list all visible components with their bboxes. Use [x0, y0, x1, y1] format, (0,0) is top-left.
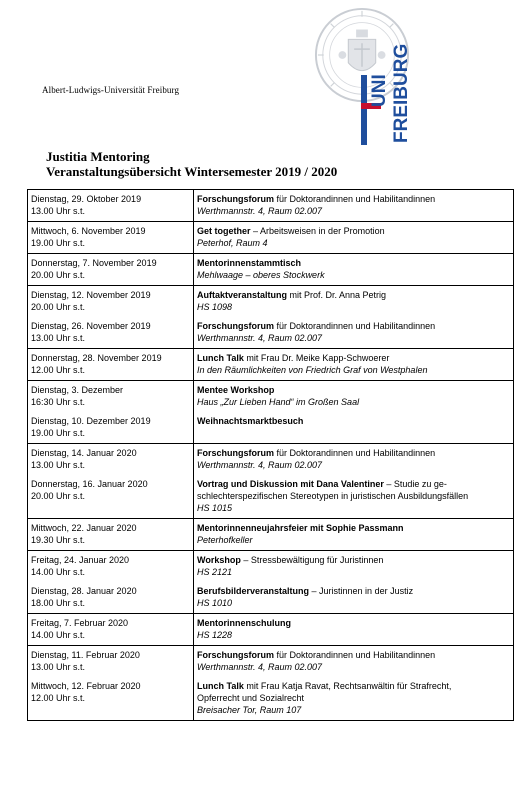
event-title-continued: schlechterspezifischen Stereotypen in juristischen Ausbildungsfällen — [197, 491, 469, 501]
event-location: Werthmannstr. 4, Raum 02.007 — [197, 333, 323, 343]
event-location: In den Räumlichkeiten von Friedrich Graf von Westphalen — [197, 365, 428, 375]
event-title-bold: Mentorinnenschulung — [197, 618, 291, 628]
event-details-cell — [194, 381, 514, 413]
event-date: Dienstag, 12. November 2019 — [31, 290, 151, 300]
event-date: Mittwoch, 12. Februar 2020 — [31, 681, 141, 691]
event-datetime-cell — [28, 286, 194, 318]
event-location: Werthmannstr. 4, Raum 02.007 — [197, 662, 323, 672]
event-title-rest: – Juristinnen in der Justiz — [309, 586, 414, 596]
event-row — [28, 190, 514, 222]
event-details-cell — [194, 190, 514, 222]
event-time: 13.00 Uhr s.t. — [31, 206, 86, 216]
event-title-rest: – Stressbewältigung für Juristinnen — [240, 555, 384, 565]
event-row — [28, 222, 514, 254]
logo-text-freiburg: FREIBURG — [391, 43, 412, 143]
event-location: HS 1010 — [197, 598, 233, 608]
uni-freiburg-logo — [359, 35, 412, 145]
event-title-bold: Forschungsforum — [197, 650, 275, 660]
event-time: 13.00 Uhr s.t. — [31, 460, 86, 470]
event-row — [28, 551, 514, 583]
event-date: Donnerstag, 7. November 2019 — [31, 258, 157, 268]
event-date: Mittwoch, 22. Januar 2020 — [31, 523, 137, 533]
event-datetime-cell — [28, 614, 194, 646]
event-date: Dienstag, 26. November 2019 — [31, 321, 151, 331]
event-title-bold: Berufsbilderveranstaltung — [197, 586, 310, 596]
event-details-cell — [194, 286, 514, 318]
event-date: Mittwoch, 6. November 2019 — [31, 226, 146, 236]
event-title — [197, 522, 510, 534]
event-title-bold: Weihnachtsmarktbesuch — [197, 416, 304, 426]
event-details-cell — [194, 412, 514, 444]
event-row — [28, 444, 514, 476]
event-title — [197, 554, 510, 566]
event-location: Haus „Zur Lieben Hand“ im Großen Saal — [197, 397, 360, 407]
event-title-rest: – Arbeitsweisen in der Promotion — [250, 226, 385, 236]
event-details-cell — [194, 444, 514, 476]
event-row — [28, 614, 514, 646]
event-location: Breisacher Tor, Raum 107 — [197, 705, 302, 715]
event-time: 13.00 Uhr s.t. — [31, 333, 86, 343]
event-date: Donnerstag, 16. Januar 2020 — [31, 479, 148, 489]
event-date: Dienstag, 29. Oktober 2019 — [31, 194, 142, 204]
event-datetime-cell — [28, 254, 194, 286]
event-time: 20.00 Uhr s.t. — [31, 270, 86, 280]
event-datetime-cell — [28, 381, 194, 413]
event-time: 13.00 Uhr s.t. — [31, 662, 86, 672]
event-title-continued: Opferrecht und Sozialrecht — [197, 693, 305, 703]
event-datetime-cell — [28, 677, 194, 721]
event-time: 20.00 Uhr s.t. — [31, 491, 86, 501]
event-title-rest: für Doktorandinnen und Habilitandinnen — [274, 650, 436, 660]
event-title — [197, 193, 510, 205]
event-details-cell — [194, 475, 514, 519]
event-location: Peterhof, Raum 4 — [197, 238, 268, 248]
event-row — [28, 646, 514, 678]
document-title — [46, 149, 337, 179]
event-datetime-cell — [28, 444, 194, 476]
university-name: Albert-Ludwigs-Universität Freiburg — [42, 85, 180, 95]
event-details-cell — [194, 614, 514, 646]
event-location: Peterhofkeller — [197, 535, 253, 545]
event-row — [28, 582, 514, 614]
event-details-cell — [194, 519, 514, 551]
event-time: 19.00 Uhr s.t. — [31, 428, 86, 438]
event-datetime-cell — [28, 551, 194, 583]
event-title-rest: – Studie zu ge- — [383, 479, 447, 489]
event-title-bold: Lunch Talk — [197, 681, 244, 691]
event-title-bold: Auftaktveranstaltung — [197, 290, 288, 300]
event-time: 12.00 Uhr s.t. — [31, 693, 86, 703]
event-title — [197, 289, 510, 301]
event-date: Dienstag, 3. Dezember — [31, 385, 124, 395]
event-details-cell — [194, 646, 514, 678]
event-datetime-cell — [28, 190, 194, 222]
event-row — [28, 317, 514, 349]
event-title — [197, 478, 510, 490]
title-line-2: Veranstaltungsübersicht Wintersemester 2019 / 2020 — [46, 164, 338, 179]
event-date: Dienstag, 14. Januar 2020 — [31, 448, 137, 458]
event-row — [28, 677, 514, 721]
event-date: Freitag, 24. Januar 2020 — [31, 555, 130, 565]
event-title-bold: Forschungsforum — [197, 448, 275, 458]
event-datetime-cell — [28, 349, 194, 381]
event-time: 20.00 Uhr s.t. — [31, 302, 86, 312]
event-date: Donnerstag, 28. November 2019 — [31, 353, 162, 363]
event-title-bold: Mentorinnenstammtisch — [197, 258, 302, 268]
event-title — [197, 257, 510, 269]
event-details-cell — [194, 677, 514, 721]
event-time: 14.00 Uhr s.t. — [31, 630, 86, 640]
event-time: 14.00 Uhr s.t. — [31, 567, 86, 577]
event-location: HS 1228 — [197, 630, 233, 640]
event-datetime-cell — [28, 519, 194, 551]
event-location: Mehlwaage – oberes Stockwerk — [197, 270, 325, 280]
event-title — [197, 447, 510, 459]
event-title-bold: Forschungsforum — [197, 194, 275, 204]
event-date: Dienstag, 28. Januar 2020 — [31, 586, 137, 596]
event-title — [197, 352, 510, 364]
event-date: Freitag, 7. Februar 2020 — [31, 618, 129, 628]
event-title — [197, 649, 510, 661]
event-details-cell — [194, 582, 514, 614]
event-row — [28, 519, 514, 551]
event-location: HS 1015 — [197, 503, 233, 513]
event-row — [28, 412, 514, 444]
event-title-rest: für Doktorandinnen und Habilitandinnen — [274, 194, 436, 204]
event-date: Dienstag, 10. Dezember 2019 — [31, 416, 151, 426]
event-datetime-cell — [28, 646, 194, 678]
event-title — [197, 415, 510, 427]
event-datetime-cell — [28, 475, 194, 519]
event-title-rest: für Doktorandinnen und Habilitandinnen — [274, 448, 436, 458]
event-time: 19.30 Uhr s.t. — [31, 535, 86, 545]
event-datetime-cell — [28, 222, 194, 254]
event-title-rest: mit Frau Katja Ravat, Rechtsanwältin für Strafrecht, — [243, 681, 452, 691]
event-datetime-cell — [28, 317, 194, 349]
event-datetime-cell — [28, 412, 194, 444]
event-details-cell — [194, 317, 514, 349]
event-title-bold: Mentorinnenneujahrsfeier mit Sophie Passmann — [197, 523, 404, 533]
event-time: 19.00 Uhr s.t. — [31, 238, 86, 248]
event-row — [28, 475, 514, 519]
event-row — [28, 349, 514, 381]
event-row — [28, 254, 514, 286]
event-details-cell — [194, 254, 514, 286]
event-title — [197, 225, 510, 237]
event-location: HS 2121 — [197, 567, 233, 577]
event-details-cell — [194, 222, 514, 254]
title-line-1: Justitia Mentoring — [46, 149, 150, 164]
event-date: Dienstag, 11. Februar 2020 — [31, 650, 140, 660]
event-details-cell — [194, 349, 514, 381]
event-title-bold: Lunch Talk — [197, 353, 244, 363]
event-title-rest: für Doktorandinnen und Habilitandinnen — [274, 321, 436, 331]
event-datetime-cell — [28, 582, 194, 614]
event-time: 12.00 Uhr s.t. — [31, 365, 86, 375]
event-title-bold: Forschungsforum — [197, 321, 275, 331]
event-row — [28, 286, 514, 318]
event-time: 18.00 Uhr s.t. — [31, 598, 86, 608]
event-title — [197, 585, 510, 597]
event-title-bold: Get together — [197, 226, 251, 236]
event-details-cell — [194, 551, 514, 583]
event-title-rest: mit Frau Dr. Meike Kapp-Schwoerer — [243, 353, 390, 363]
event-title-bold: Vortrag und Diskussion mit Dana Valentiner — [197, 479, 384, 489]
event-location: HS 1098 — [197, 302, 233, 312]
event-time: 16:30 Uhr s.t. — [31, 397, 86, 407]
event-location: Werthmannstr. 4, Raum 02.007 — [197, 206, 323, 216]
event-title-bold: Mentee Workshop — [197, 385, 275, 395]
event-title-rest: mit Prof. Dr. Anna Petrig — [287, 290, 387, 300]
event-title — [197, 320, 510, 332]
event-title — [197, 384, 510, 396]
event-location: Werthmannstr. 4, Raum 02.007 — [197, 460, 323, 470]
event-row — [28, 381, 514, 413]
event-title — [197, 617, 510, 629]
event-title — [197, 680, 510, 692]
event-title-bold: Workshop — [197, 555, 241, 565]
events-table — [27, 189, 514, 721]
logo-text-uni: UNI — [369, 74, 390, 107]
